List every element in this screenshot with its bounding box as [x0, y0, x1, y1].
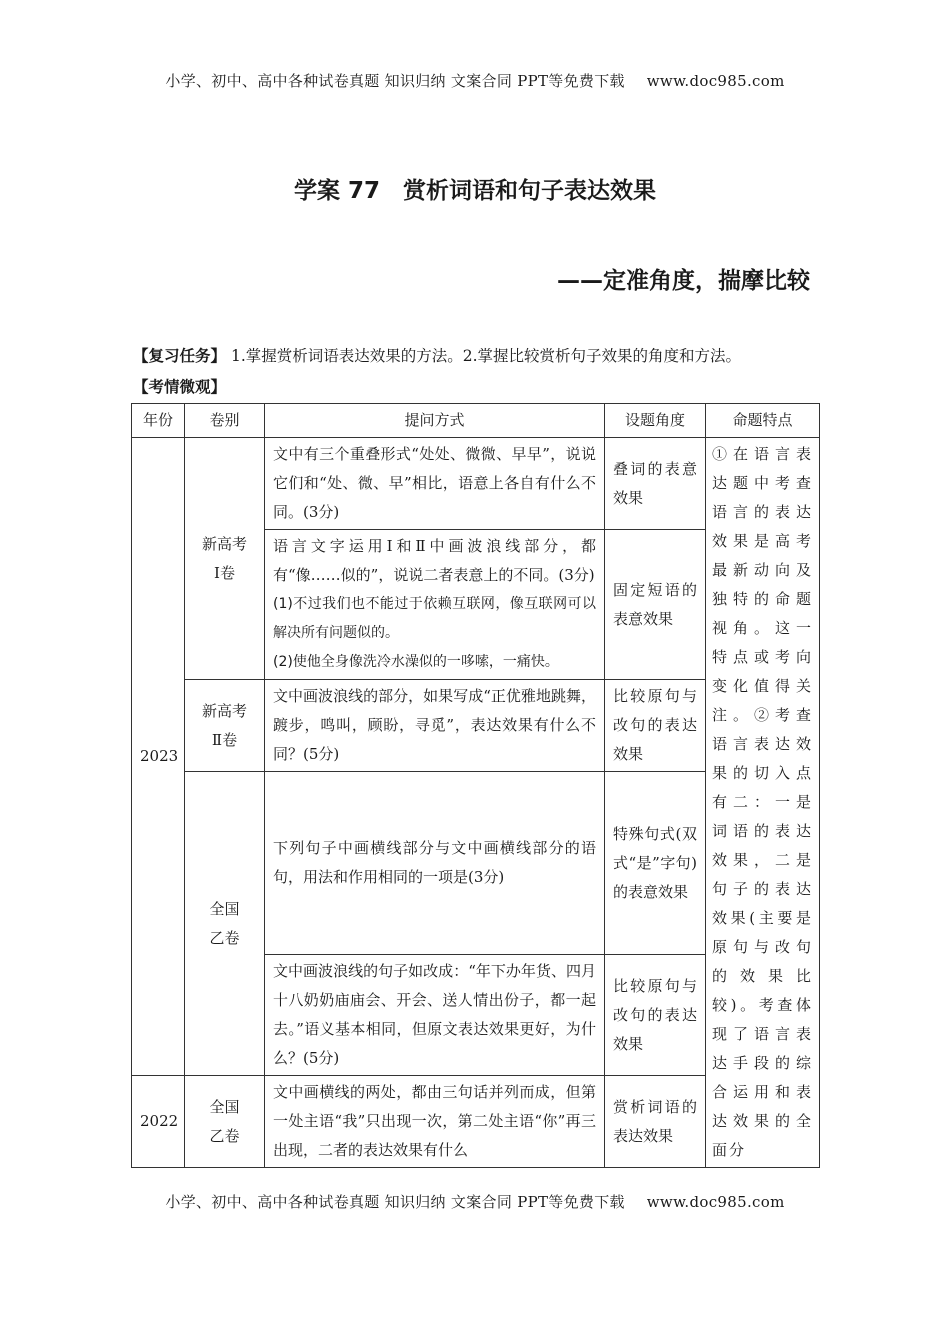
header-angle: 设题角度: [605, 404, 706, 438]
review-task-text: 1.掌握赏析词语表达效果的方法。2.掌握比较赏析句子效果的角度和方法。: [230, 347, 742, 365]
question-cell: 文中画波浪线的部分，如果写成“正优雅地跳舞，踱步，鸣叫，顾盼，寻觅”，表达效果有什么不同？(5分): [265, 680, 605, 772]
paper-cell: 全国 乙卷: [185, 772, 265, 1076]
question-cell: 文中有三个重叠形式“处处、微微、早早”，说说它们和“处、微、早”相比，语意上各自有什么不同。(3分): [265, 438, 605, 530]
angle-cell: 固定短语的表意效果: [605, 530, 706, 680]
page-header: [0, 70, 950, 91]
table-header-row: [132, 404, 820, 438]
angle-cell: 比较原句与改句的表达效果: [605, 680, 706, 772]
page-subtitle: ——定准角度，揣摩比较: [557, 268, 810, 294]
header-paper: 卷别: [185, 404, 265, 438]
header-site-link[interactable]: www.doc985.com: [646, 72, 785, 90]
question-cell: 文中画波浪线的句子如改成：“年下办年货、四月十八奶奶庙庙会、开会、送人情出份子，都一起去。”语义基本相同，但原文表达效果更好，为什么？(5分): [265, 955, 605, 1076]
paper-cell: 新高考 Ⅱ卷: [185, 680, 265, 772]
header-features: 命题特点: [706, 404, 820, 438]
page-title: 学案 77 赏析词语和句子表达效果: [293, 178, 656, 204]
footer-site-link[interactable]: www.doc985.com: [646, 1193, 785, 1211]
example-sentence-1: (1)不过我们也不能过于依赖互联网，像互联网可以解决所有问题似的。: [273, 596, 596, 641]
review-task: [133, 344, 741, 366]
year-cell: 2023: [132, 438, 185, 1076]
example-sentence-2: (2)使他全身像洗冷水澡似的一哆嗦，一痛快。: [273, 654, 559, 670]
page-footer: [0, 1191, 950, 1212]
angle-cell: 特殊句式(双式“是”字句)的表意效果: [605, 772, 706, 955]
header-text: 小学、初中、高中各种试卷真题 知识归纳 文案合同 PPT等免费下载: [165, 72, 625, 90]
exam-overview-label: 【考情微观】: [133, 378, 227, 396]
question-cell: 下列句子中画横线部分与文中画横线部分的语句，用法和作用相同的一项是(3分): [265, 772, 605, 955]
question-text: 语言文字运用Ⅰ和Ⅱ中画波浪线部分，都有“像……似的”，说说二者表意上的不同。(3分): [273, 537, 596, 584]
footer-text: 小学、初中、高中各种试卷真题 知识归纳 文案合同 PPT等免费下载: [165, 1193, 625, 1211]
question-cell: 文中画横线的两处，都由三句话并列而成，但第一处主语“我”只出现一次，第二处主语“你”再三出现，二者的表达效果有什么: [265, 1076, 605, 1168]
exam-table: [131, 403, 820, 1168]
features-cell: ①在语言表达题中考查语言的表达效果是高考最新动向及独特的命题视角。这一特点或考向变化值得关注。②考查语言表达效果的切入点有二：一是词语的表达效果，二是句子的表达效果(主要是原句与改句的效果比较)。考查体现了语言表达手段的综合运用和表达效果的全面分: [706, 438, 820, 1168]
question-cell: [265, 530, 605, 680]
table-row: [132, 438, 820, 530]
header-year: 年份: [132, 404, 185, 438]
year-cell: 2022: [132, 1076, 185, 1168]
header-question: 提问方式: [265, 404, 605, 438]
angle-cell: 比较原句与改句的表达效果: [605, 955, 706, 1076]
paper-cell: 新高考 Ⅰ卷: [185, 438, 265, 680]
angle-cell: 赏析词语的表达效果: [605, 1076, 706, 1168]
paper-cell: 全国 乙卷: [185, 1076, 265, 1168]
angle-cell: 叠词的表意效果: [605, 438, 706, 530]
review-task-label: 【复习任务】: [133, 347, 227, 365]
